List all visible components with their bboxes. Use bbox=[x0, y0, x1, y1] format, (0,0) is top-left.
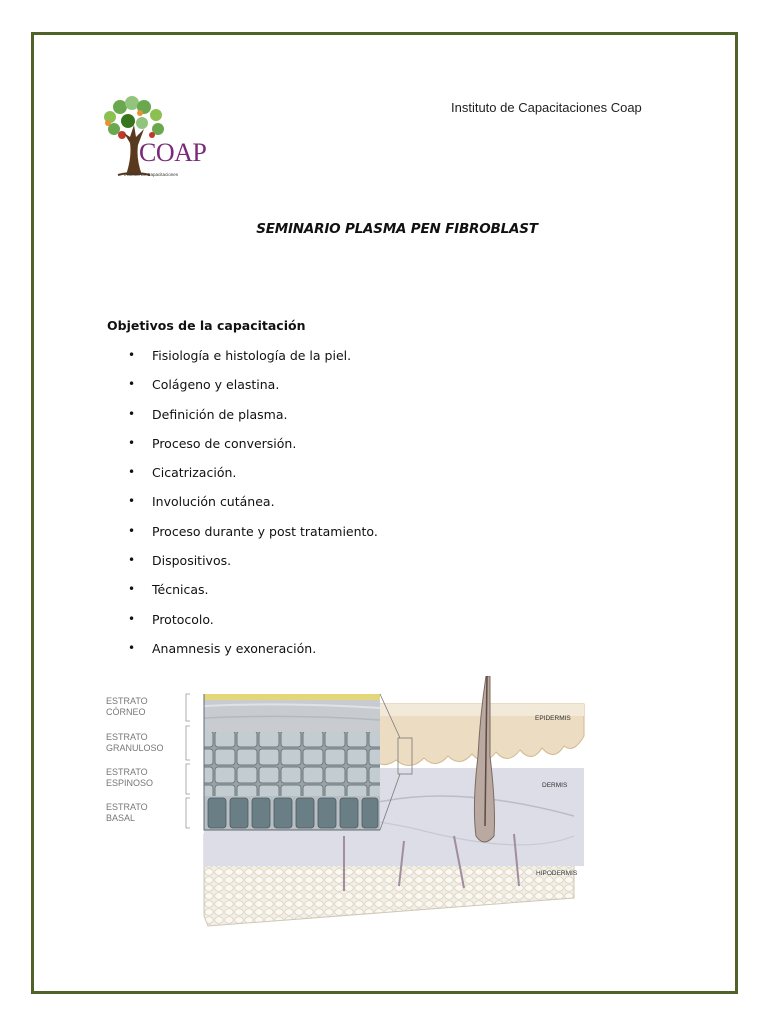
skin-cross-section-figure bbox=[104, 676, 588, 930]
document-title: SEMINARIO PLASMA PEN FIBROBLAST bbox=[256, 221, 538, 237]
list-item: • Proceso durante y post tratamiento. bbox=[128, 523, 378, 539]
logo-subtitle: Instituto de Capacitaciones bbox=[124, 172, 179, 177]
list-item: • Proceso de conversión. bbox=[128, 435, 297, 451]
logo-wordmark: COAP bbox=[139, 138, 207, 167]
bullet-icon: • bbox=[128, 582, 136, 597]
bullet-icon: • bbox=[128, 348, 136, 362]
institute-header: Instituto de Capacitaciones Coap bbox=[451, 100, 642, 115]
bullet-icon: • bbox=[128, 435, 136, 450]
label-hipodermis: HIPODERMIS bbox=[536, 870, 578, 877]
bullet-icon: • bbox=[128, 377, 136, 392]
label-estrato-corneo: ESTRATO CÓRNEO bbox=[106, 696, 148, 717]
objectives-heading: Objetivos de la capacitación bbox=[107, 318, 306, 333]
bullet-icon: • bbox=[128, 406, 136, 421]
list-item: • Definición de plasma. bbox=[128, 406, 288, 422]
list-item: • Cicatrización. bbox=[128, 465, 237, 481]
objectives-list bbox=[128, 348, 378, 670]
bullet-icon: • bbox=[128, 494, 136, 509]
list-item: • Anamnesis y exoneración. bbox=[128, 640, 317, 656]
label-estrato-espinoso: ESTRATO ESPINOSO bbox=[106, 767, 154, 788]
list-item: • Técnicas. bbox=[128, 582, 209, 598]
label-estrato-granuloso: ESTRATO GRANULOSO bbox=[106, 732, 164, 753]
bullet-icon: • bbox=[128, 553, 136, 568]
list-item: • Colágeno y elastina. bbox=[128, 377, 280, 393]
label-estrato-basal: ESTRATO BASAL bbox=[106, 802, 148, 823]
label-dermis: DERMIS bbox=[542, 782, 568, 789]
list-item: • Dispositivos. bbox=[128, 553, 232, 569]
bullet-icon: • bbox=[128, 640, 136, 655]
list-item: • Fisiología e histología de la piel. bbox=[128, 348, 352, 363]
bullet-icon: • bbox=[128, 611, 136, 626]
label-epidermis: EPIDERMIS bbox=[535, 715, 571, 722]
bullet-icon: • bbox=[128, 465, 136, 480]
bullet-icon: • bbox=[128, 523, 136, 538]
list-item: • Involución cutánea. bbox=[128, 494, 275, 510]
list-item: • Protocolo. bbox=[128, 611, 214, 627]
